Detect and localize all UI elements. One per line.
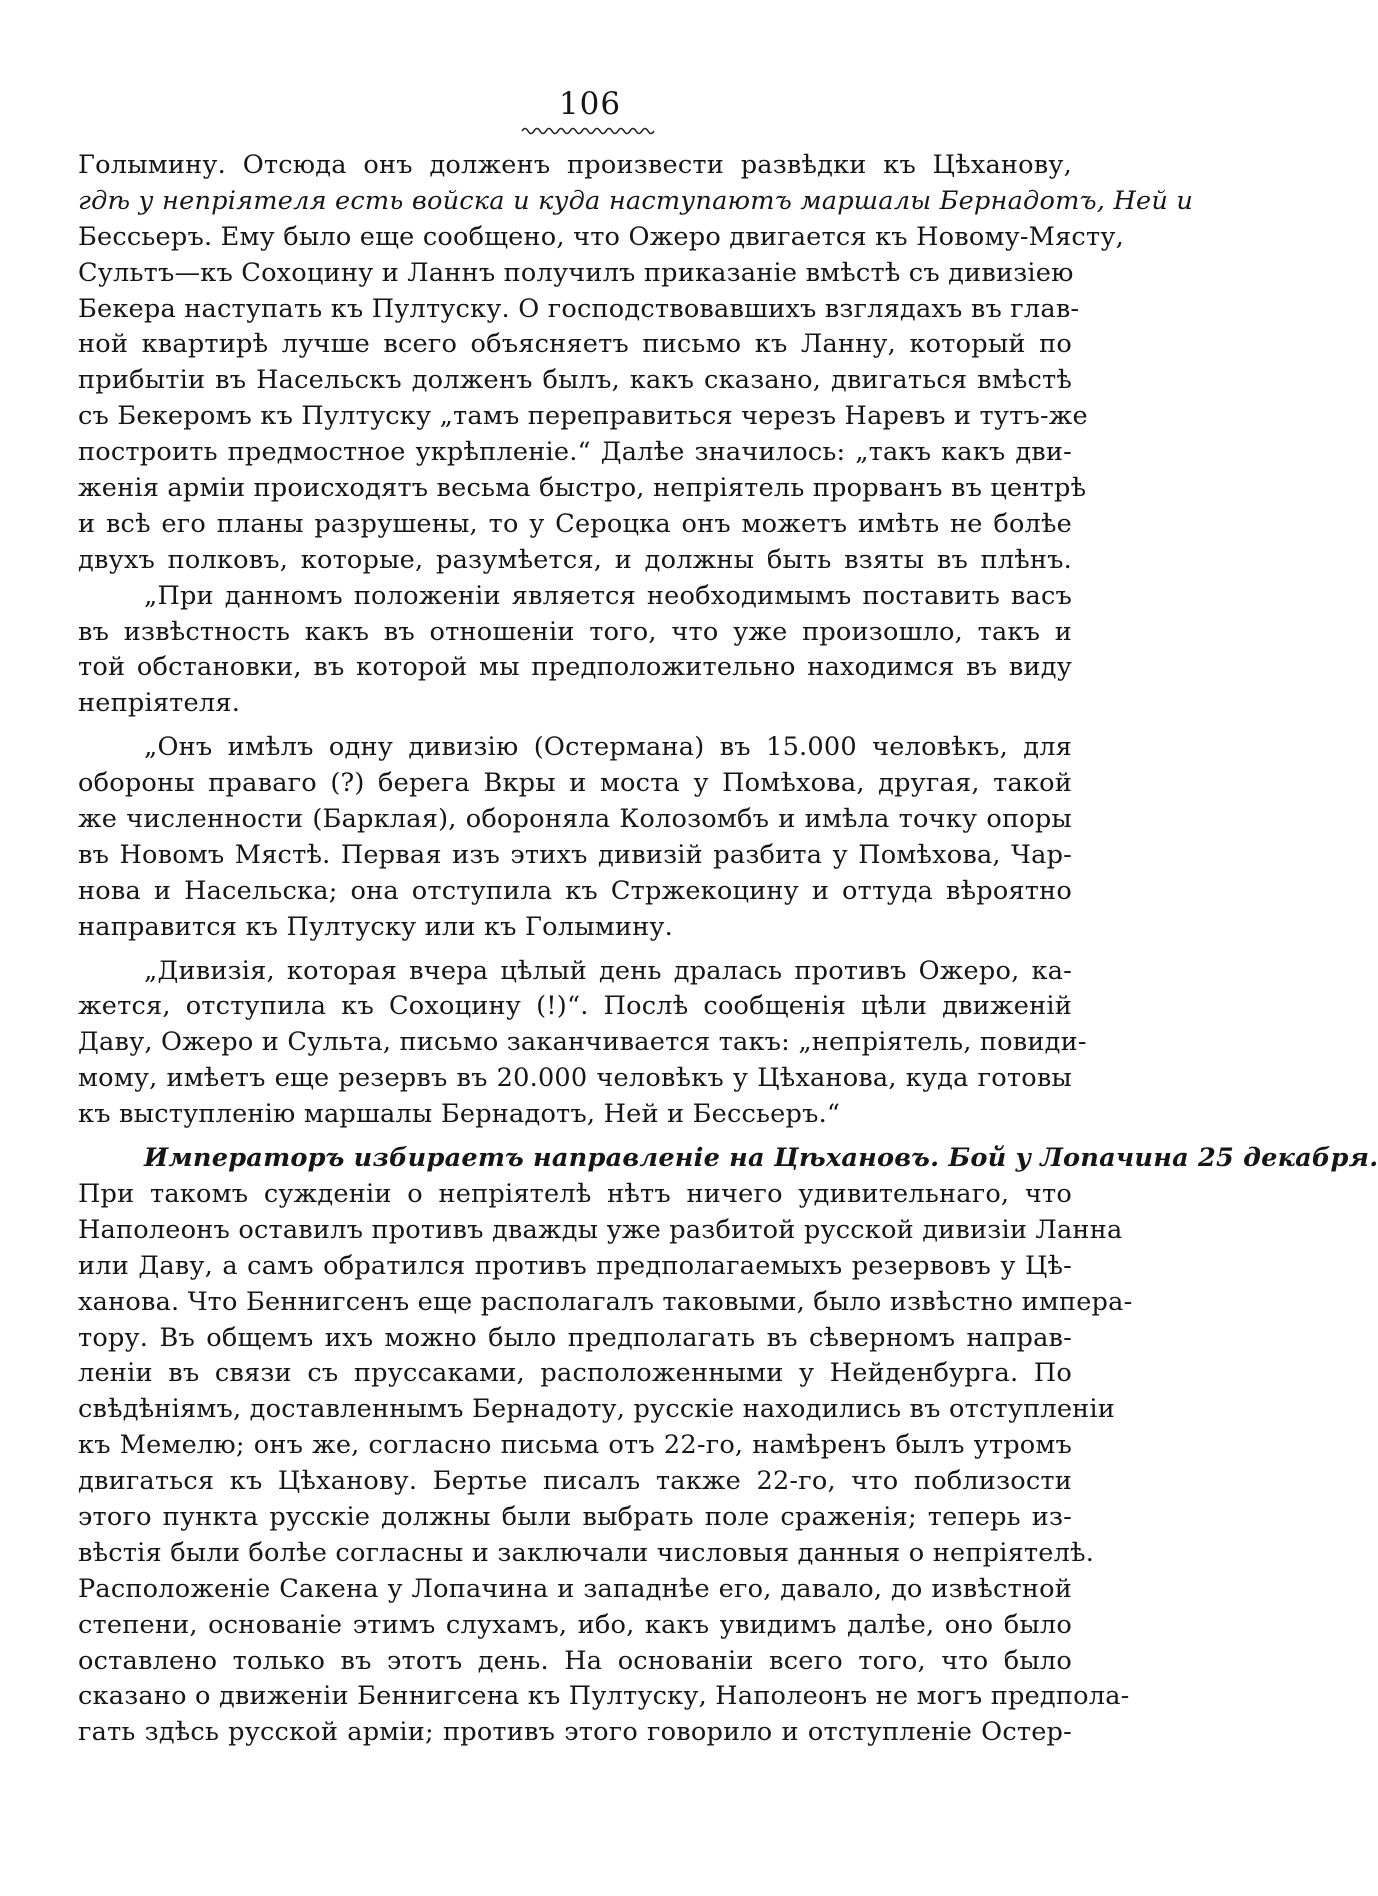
text-line: При такомъ сужденіи о непріятелѣ нѣтъ ничего удивительнаго, что xyxy=(78,1178,1072,1209)
text-line: Голымину. Отсюда онъ долженъ произвести развѣдки къ Цѣханову, xyxy=(78,150,1072,180)
text-line: „При данномъ положеніи является необходимымъ поставить васъ xyxy=(144,580,1072,611)
body-text xyxy=(78,148,1378,1751)
text-line: леніи въ связи съ пруссаками, расположенными у Нейденбурга. По xyxy=(78,1358,1072,1389)
document-page xyxy=(78,86,1378,1751)
text-line: въ Новомъ Мястѣ. Первая изъ этихъ дивизій разбита у Помѣхова, Чар- xyxy=(78,839,1072,870)
text-line: построить предмостное укрѣпленіе.“ Далѣе значилось: „такъ какъ дви- xyxy=(78,437,1072,468)
text-line: и всѣ его планы разрушены, то у Сероцка онъ можетъ имѣть не болѣе xyxy=(78,508,1072,539)
text-line: прибытіи въ Насельскъ долженъ былъ, какъ сказано, двигаться вмѣстѣ xyxy=(78,365,1072,396)
text-line: обороны праваго (?) берега Вкры и моста у Помѣхова, другая, такой xyxy=(78,768,1072,799)
text-line: той обстановки, въ которой мы предположительно находимся въ виду xyxy=(78,652,1072,683)
text-line: Бессьеръ. Ему было еще сообщено, что Ожеро двигается къ Новому-Мясту, xyxy=(78,221,1124,252)
text-line: свѣдѣніямъ, доставленнымъ Бернадоту, русскіе находились въ отступленіи xyxy=(78,1394,1116,1425)
text-line: жется, отступила къ Сохоцину (!)“. Послѣ сообщенія цѣли движеній xyxy=(78,991,1072,1022)
text-line: двигаться къ Цѣханову. Бертье писалъ также 22-го, что поблизости xyxy=(78,1466,1072,1497)
section-heading-line xyxy=(78,1141,1378,1177)
text-line: Бекера наступать къ Пултуску. О господствовавшихъ взглядахъ въ глав- xyxy=(78,293,1080,324)
section-heading: Императоръ избираетъ направленіе на Цѣхановъ. Бой у Лопачина 25 декабря. xyxy=(144,1143,1378,1174)
text-line: этого пункта русскіе должны были выбрать поле сраженія; теперь из- xyxy=(78,1501,1072,1532)
text-line: Расположеніе Сакена у Лопачина и западнѣе его, давало, до извѣстной xyxy=(78,1573,1072,1604)
text-line: или Даву, а самъ обратился противъ предполагаемыхъ резервовъ у Цѣ- xyxy=(78,1250,1072,1281)
text-line: тору. Въ общемъ ихъ можно было предполагать въ сѣверномъ направ- xyxy=(78,1322,1072,1353)
text-line: сказано о движеніи Беннигсена къ Пултуску, Наполеонъ не могъ предпола- xyxy=(78,1681,1130,1712)
text-line: къ Мемелю; онъ же, согласно письма отъ 22-го, намѣренъ былъ утромъ xyxy=(78,1430,1072,1461)
text-line: Сультъ—къ Сохоцину и Ланнъ получилъ приказаніе вмѣстѣ съ дивизіею xyxy=(78,257,1074,288)
text-line xyxy=(78,184,1194,220)
text-line: направится къ Пултуску или къ Голымину. xyxy=(78,911,673,942)
text-line: Наполеонъ оставилъ противъ дважды уже разбитой русской дивизіи Ланна xyxy=(78,1214,1123,1245)
text-line: съ Бекеромъ къ Пултуску „тамъ переправиться черезъ Наревъ и тутъ-же xyxy=(78,401,1088,432)
italic-fragment: гдѣ у непріятеля есть войска и куда наступаютъ маршалы Бернадотъ, Ней и xyxy=(78,185,1194,216)
page-number: 106 xyxy=(558,86,622,122)
text-line: Даву, Ожеро и Сульта, письмо заканчивается такъ: „непріятель, повиди- xyxy=(78,1027,1087,1058)
text-line: къ выступленію маршалы Бернадотъ, Ней и Бессьеръ.“ xyxy=(78,1099,841,1130)
text-line: двухъ полковъ, которые, разумѣется, и должны быть взяты въ плѣнъ. xyxy=(78,544,1072,575)
text-line: непріятеля. xyxy=(78,688,241,719)
text-line: вѣстія были болѣе согласны и заключали числовыя данныя о непріятелѣ. xyxy=(78,1537,1095,1568)
wavy-rule-icon xyxy=(520,125,660,137)
text-line: оставлено только въ этотъ день. На основаніи всего того, что было xyxy=(78,1645,1072,1676)
text-line: нова и Насельска; она отступила къ Стржекоцину и оттуда вѣроятно xyxy=(78,875,1072,906)
text-line: мому, имѣетъ еще резервъ въ 20.000 человѣкъ у Цѣханова, куда готовы xyxy=(78,1063,1072,1094)
text-line: „Дивизія, которая вчера цѣлый день дралась противъ Ожеро, ка- xyxy=(144,955,1072,986)
text-line: женія арміи происходятъ весьма быстро, непріятель прорванъ въ центрѣ xyxy=(78,473,1087,504)
text-line: гать здѣсь русской арміи; противъ этого говорило и отступленіе Остер- xyxy=(78,1717,1072,1748)
text-line: же численности (Барклая), обороняла Колозомбъ и имѣла точку опоры xyxy=(78,804,1072,835)
text-line: ной квартирѣ лучше всего объясняетъ письмо къ Ланну, который по xyxy=(78,329,1072,360)
text-line: степени, основаніе этимъ слухамъ, ибо, какъ увидимъ далѣе, оно было xyxy=(78,1609,1072,1640)
text-line: ханова. Что Беннигсенъ еще располагалъ таковыми, было извѣстно импера- xyxy=(78,1286,1133,1317)
text-line: „Онъ имѣлъ одну дивизію (Остермана) въ 15.000 человѣкъ, для xyxy=(144,732,1072,763)
text-line: въ извѣстность какъ въ отношеніи того, что уже произошло, такъ и xyxy=(78,616,1072,647)
ornament-divider xyxy=(108,122,1072,136)
